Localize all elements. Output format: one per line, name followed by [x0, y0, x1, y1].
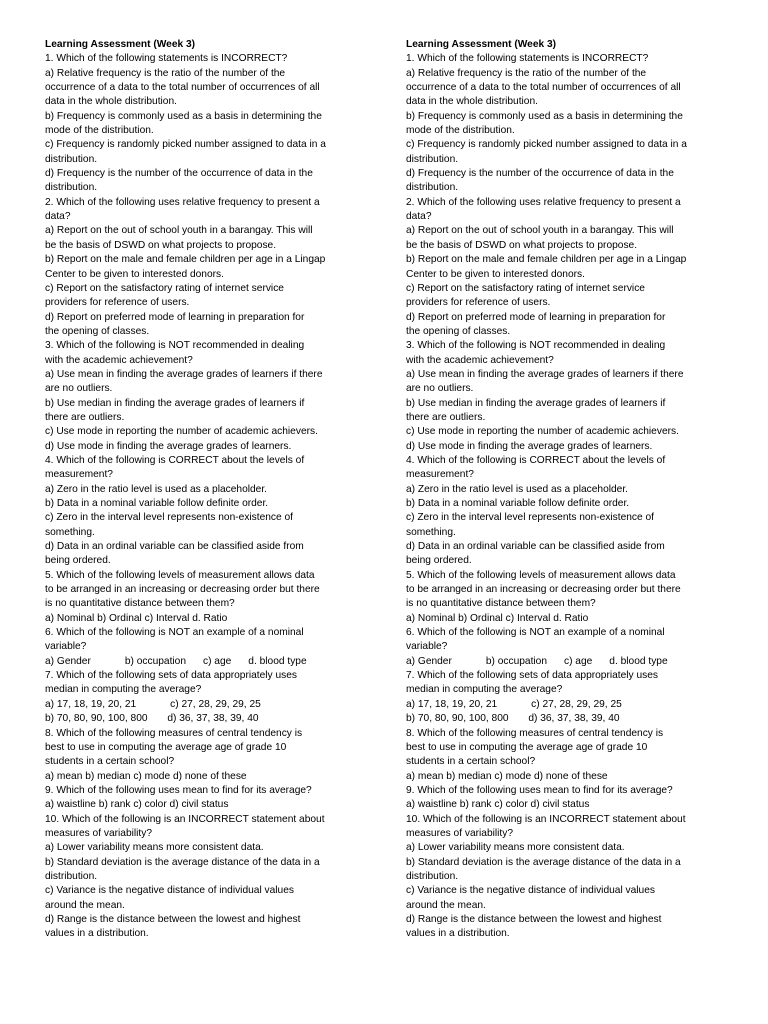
- worksheet-line: mode of the distribution.: [45, 125, 154, 137]
- worksheet-line: a) Lower variability means more consistent data.: [45, 842, 264, 854]
- worksheet-title: Learning Assessment (Week 3): [406, 39, 557, 50]
- worksheet-line: around the mean.: [45, 899, 125, 911]
- worksheet-line: mode of the distribution.: [406, 125, 515, 137]
- worksheet-line: distribution.: [45, 153, 98, 165]
- worksheet-line: a) 17, 18, 19, 20, 21 c) 27, 28, 29, 29, 25: [45, 698, 261, 710]
- worksheet-line: 2. Which of the following uses relative frequency to present a: [45, 196, 320, 208]
- worksheet-line: a) Relative frequency is the ratio of the number of the: [406, 67, 647, 79]
- worksheet-line: c) Zero in the interval level represents non-existence of: [45, 512, 294, 524]
- worksheet-line: being ordered.: [406, 555, 472, 567]
- worksheet-line: the opening of classes.: [406, 325, 511, 337]
- worksheet-line: a) Use mean in finding the average grades of learners if there: [45, 368, 323, 380]
- worksheet-line: a) Nominal b) Ordinal c) Interval d. Ratio: [406, 612, 589, 624]
- worksheet-line: 3. Which of the following is NOT recommended in dealing: [45, 340, 305, 352]
- worksheet-line: b) 70, 80, 90, 100, 800 d) 36, 37, 38, 39, 40: [406, 713, 620, 725]
- worksheet-line: 3. Which of the following is NOT recommended in dealing: [406, 340, 666, 352]
- worksheet-line: b) Standard deviation is the average distance of the data in a: [406, 856, 681, 868]
- worksheet-column-left: [45, 38, 375, 942]
- worksheet-line: b) Report on the male and female children per age in a Lingap: [406, 254, 687, 266]
- worksheet-line: around the mean.: [406, 899, 486, 911]
- worksheet-line: are no outliers.: [45, 383, 113, 395]
- worksheet-line: to be arranged in an increasing or decreasing order but there: [45, 584, 320, 596]
- worksheet-line: 1. Which of the following statements is INCORRECT?: [45, 53, 288, 65]
- worksheet-line: there are outliers.: [45, 411, 125, 423]
- worksheet-line: is no quantitative distance between them?: [406, 598, 596, 610]
- worksheet-line: b) Frequency is commonly used as a basis in determining the: [45, 110, 322, 122]
- worksheet-line: d) Frequency is the number of the occurrence of data in the: [45, 168, 313, 180]
- worksheet-line: 4. Which of the following is CORRECT about the levels of: [45, 454, 305, 466]
- worksheet-title: Learning Assessment (Week 3): [45, 39, 196, 50]
- worksheet-line: occurrence of a data to the total number of occurrences of all: [45, 82, 320, 94]
- worksheet-line: a) Zero in the ratio level is used as a placeholder.: [406, 483, 628, 495]
- worksheet-line: 9. Which of the following uses mean to find for its average?: [45, 784, 312, 796]
- worksheet-line: variable?: [406, 641, 448, 653]
- worksheet-line: best to use in computing the average age of grade 10: [406, 741, 648, 753]
- worksheet-line: c) Use mode in reporting the number of academic achievers.: [406, 426, 679, 438]
- worksheet-line: a) mean b) median c) mode d) none of these: [406, 770, 608, 782]
- worksheet-line: b) 70, 80, 90, 100, 800 d) 36, 37, 38, 39, 40: [45, 713, 259, 725]
- worksheet-line: 2. Which of the following uses relative frequency to present a: [406, 196, 681, 208]
- worksheet-line: a) Zero in the ratio level is used as a placeholder.: [45, 483, 267, 495]
- worksheet-line: 9. Which of the following uses mean to find for its average?: [406, 784, 673, 796]
- worksheet-line: b) Data in a nominal variable follow definite order.: [45, 498, 269, 509]
- worksheet-line: with the academic achievement?: [406, 354, 554, 366]
- worksheet-line: measures of variability?: [406, 827, 514, 839]
- worksheet-line: a) waistline b) rank c) color d) civil status: [45, 799, 229, 811]
- worksheet-line: something.: [45, 526, 95, 538]
- worksheet-line: b) Use median in finding the average grades of learners if: [45, 397, 305, 409]
- worksheet-line: b) Frequency is commonly used as a basis in determining the: [406, 110, 683, 122]
- worksheet-line: measures of variability?: [45, 827, 153, 839]
- worksheet-line: c) Report on the satisfactory rating of internet service: [406, 282, 645, 294]
- worksheet-line: d) Range is the distance between the lowest and highest: [45, 913, 301, 925]
- worksheet-line: c) Variance is the negative distance of individual values: [45, 885, 294, 897]
- worksheet-line: a) Relative frequency is the ratio of the number of the: [45, 67, 286, 79]
- worksheet-line: variable?: [45, 641, 87, 653]
- worksheet-line: data in the whole distribution.: [45, 96, 177, 108]
- worksheet-line: median in computing the average?: [45, 684, 202, 696]
- worksheet-line: students in a certain school?: [406, 756, 536, 768]
- worksheet-line: providers for reference of users.: [406, 297, 551, 309]
- worksheet-line: values in a distribution.: [45, 928, 149, 940]
- worksheet-line: 10. Which of the following is an INCORRECT statement about: [45, 813, 325, 825]
- worksheet-line: 5. Which of the following levels of measurement allows data: [406, 569, 676, 581]
- worksheet-line: 5. Which of the following levels of measurement allows data: [45, 569, 315, 581]
- worksheet-line: c) Variance is the negative distance of individual values: [406, 885, 655, 897]
- worksheet-line: distribution.: [406, 870, 459, 882]
- worksheet-line: c) Frequency is randomly picked number assigned to data in a: [45, 139, 326, 151]
- worksheet-line: c) Report on the satisfactory rating of internet service: [45, 282, 284, 294]
- worksheet-line: with the academic achievement?: [45, 354, 193, 366]
- worksheet-line: be the basis of DSWD on what projects to propose.: [45, 239, 277, 251]
- worksheet-line: the opening of classes.: [45, 325, 150, 337]
- worksheet-column-right: [406, 38, 736, 942]
- worksheet-line: distribution.: [406, 153, 459, 165]
- worksheet-line: a) mean b) median c) mode d) none of these: [45, 770, 247, 782]
- worksheet-line: being ordered.: [45, 555, 111, 567]
- worksheet-line: a) Use mean in finding the average grades of learners if there: [406, 368, 684, 380]
- worksheet-line: c) Use mode in reporting the number of academic achievers.: [45, 426, 318, 438]
- worksheet-line: 8. Which of the following measures of central tendency is: [406, 727, 664, 739]
- worksheet-line: 10. Which of the following is an INCORRECT statement about: [406, 813, 686, 825]
- worksheet-line: a) Gender b) occupation c) age d. blood type: [45, 655, 307, 667]
- worksheet-line: providers for reference of users.: [45, 297, 190, 309]
- worksheet-line: c) Frequency is randomly picked number assigned to data in a: [406, 139, 687, 151]
- worksheet-line: 6. Which of the following is NOT an example of a nominal: [406, 627, 665, 639]
- worksheet-line: there are outliers.: [406, 411, 486, 423]
- worksheet-line: something.: [406, 526, 456, 538]
- worksheet-line: a) Gender b) occupation c) age d. blood type: [406, 655, 668, 667]
- worksheet-line: distribution.: [45, 182, 98, 194]
- worksheet-line: Center to be given to interested donors.: [45, 268, 224, 280]
- worksheet-line: d) Use mode in finding the average grades of learners.: [406, 440, 653, 452]
- worksheet-line: students in a certain school?: [45, 756, 175, 768]
- worksheet-line: a) 17, 18, 19, 20, 21 c) 27, 28, 29, 29, 25: [406, 698, 622, 710]
- worksheet-line: values in a distribution.: [406, 928, 510, 940]
- worksheet-line: median in computing the average?: [406, 684, 563, 696]
- worksheet-line: 1. Which of the following statements is INCORRECT?: [406, 53, 649, 65]
- worksheet-line: b) Standard deviation is the average distance of the data in a: [45, 856, 320, 868]
- worksheet-line: best to use in computing the average age of grade 10: [45, 741, 287, 753]
- worksheet-line: d) Data in an ordinal variable can be classified aside from: [406, 541, 665, 553]
- worksheet-line: data in the whole distribution.: [406, 96, 538, 108]
- worksheet-line: a) Nominal b) Ordinal c) Interval d. Ratio: [45, 612, 228, 624]
- worksheet-line: measurement?: [406, 469, 474, 481]
- worksheet-line: d) Report on preferred mode of learning in preparation for: [406, 311, 666, 323]
- worksheet-line: c) Zero in the interval level represents non-existence of: [406, 512, 655, 524]
- worksheet-line: a) waistline b) rank c) color d) civil status: [406, 799, 590, 811]
- worksheet-line: distribution.: [406, 182, 459, 194]
- worksheet-line: distribution.: [45, 870, 98, 882]
- worksheet-line: d) Data in an ordinal variable can be classified aside from: [45, 541, 304, 553]
- worksheet-line: d) Range is the distance between the lowest and highest: [406, 913, 662, 925]
- worksheet-line: are no outliers.: [406, 383, 474, 395]
- worksheet-line: 6. Which of the following is NOT an example of a nominal: [45, 627, 304, 639]
- worksheet-line: 7. Which of the following sets of data appropriately uses: [45, 670, 297, 682]
- worksheet-line: to be arranged in an increasing or decreasing order but there: [406, 584, 681, 596]
- worksheet-line: a) Lower variability means more consistent data.: [406, 842, 625, 854]
- worksheet-line: b) Report on the male and female children per age in a Lingap: [45, 254, 326, 266]
- worksheet-line: Center to be given to interested donors.: [406, 268, 585, 280]
- worksheet-line: measurement?: [45, 469, 113, 481]
- worksheet-line: d) Use mode in finding the average grades of learners.: [45, 440, 292, 452]
- worksheet-line: a) Report on the out of school youth in a barangay. This will: [406, 225, 674, 237]
- worksheet-line: d) Frequency is the number of the occurrence of data in the: [406, 168, 674, 180]
- worksheet-line: is no quantitative distance between them?: [45, 598, 235, 610]
- worksheet-line: d) Report on preferred mode of learning in preparation for: [45, 311, 305, 323]
- worksheet-line: b) Use median in finding the average grades of learners if: [406, 397, 666, 409]
- worksheet-line: 4. Which of the following is CORRECT about the levels of: [406, 454, 666, 466]
- worksheet-line: data?: [45, 211, 71, 223]
- worksheet-line: a) Report on the out of school youth in a barangay. This will: [45, 225, 313, 237]
- worksheet-line: data?: [406, 211, 432, 223]
- worksheet-line: be the basis of DSWD on what projects to propose.: [406, 239, 638, 251]
- worksheet-line: 7. Which of the following sets of data appropriately uses: [406, 670, 658, 682]
- worksheet-line: occurrence of a data to the total number of occurrences of all: [406, 82, 681, 94]
- worksheet-line: 8. Which of the following measures of central tendency is: [45, 727, 303, 739]
- worksheet-line: b) Data in a nominal variable follow definite order.: [406, 498, 630, 509]
